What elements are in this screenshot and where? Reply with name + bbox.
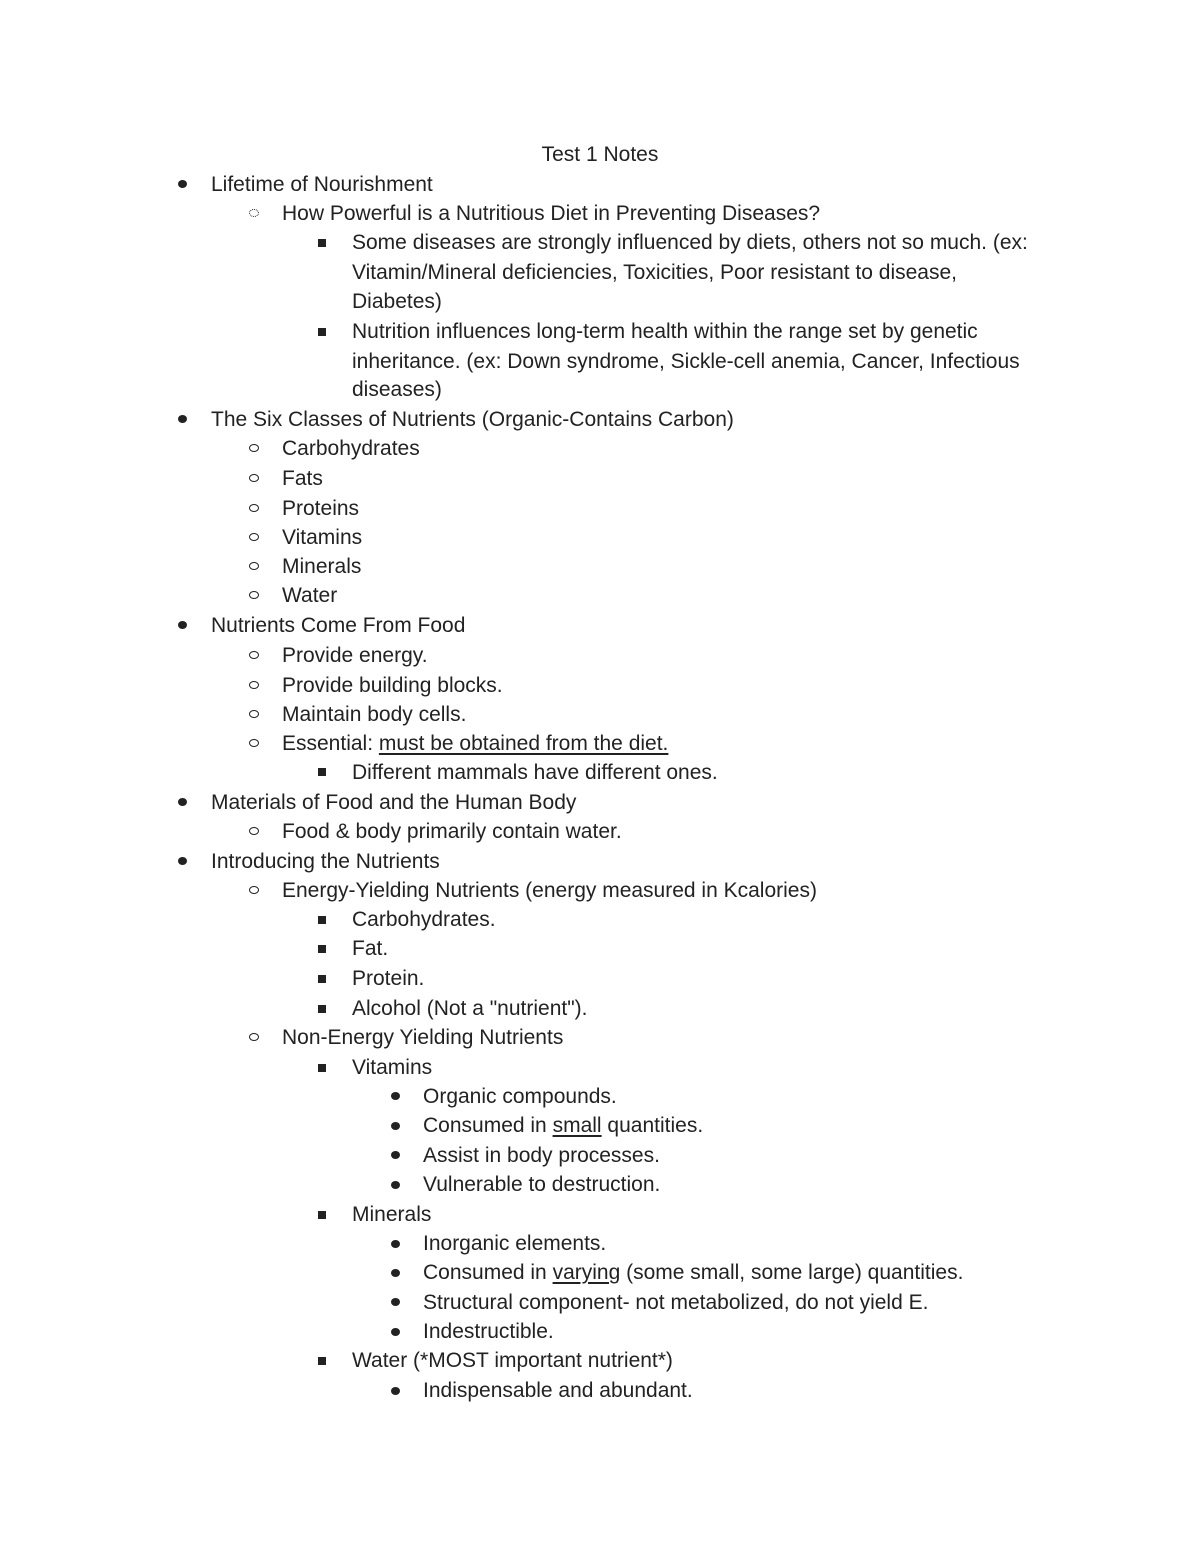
bullet-circle-icon [249, 827, 259, 835]
list-item-text: Vulnerable to destruction. [423, 1173, 661, 1196]
section-heading-six-classes: The Six Classes of Nutrients (Organic-Contains Carbon) [211, 408, 734, 431]
bullet-disc-icon [391, 1151, 400, 1159]
list-item-text: Structural component- not metabolized, do not yield E. [423, 1291, 929, 1314]
list-item-text: Indispensable and abundant. [423, 1379, 693, 1402]
bullet-square-icon [318, 1357, 326, 1365]
bullet-disc-icon [178, 415, 187, 423]
list-item: Proteins [282, 497, 360, 520]
bullet-square-icon [318, 768, 326, 776]
list-item-vitamins: Vitamins [352, 1056, 433, 1079]
text-segment: (some small, some large) quantities. [620, 1261, 964, 1284]
bullet-square-icon [318, 945, 326, 953]
essential-underlined-text: must be obtained from the diet. [378, 732, 669, 755]
list-item-text: Some diseases are strongly influenced by diets, others not so much. (ex: [352, 231, 1028, 254]
list-item: Fats [282, 467, 323, 490]
bullet-circle-icon [249, 739, 259, 747]
bullet-circle-icon [249, 474, 259, 482]
list-item: Minerals [282, 555, 362, 578]
list-item-text: Organic compounds. [423, 1085, 617, 1108]
bullet-circle-icon [249, 710, 259, 718]
bullet-circle-icon [249, 504, 259, 512]
bullet-square-icon [318, 1211, 326, 1219]
bullet-disc-icon [391, 1240, 400, 1248]
underlined-word-varying: varying [552, 1261, 621, 1284]
list-item-water: Water (*MOST important nutrient*) [352, 1349, 673, 1372]
list-item: Vitamins [282, 526, 363, 549]
list-item-text: Diabetes) [352, 290, 442, 313]
text-segment: Consumed in [423, 1261, 553, 1284]
bullet-circle-icon [249, 209, 259, 217]
bullet-square-icon [318, 1005, 326, 1013]
bullet-circle-icon [249, 591, 259, 599]
bullet-circle-icon [249, 533, 259, 541]
list-item-text: diseases) [352, 378, 442, 401]
underlined-word-small: small [552, 1114, 602, 1137]
list-item-text [423, 1258, 963, 1287]
bullet-disc-icon [391, 1181, 400, 1189]
list-item-question: How Powerful is a Nutritious Diet in Preventing Diseases? [282, 202, 821, 225]
bullet-disc-icon [178, 180, 187, 188]
list-item-text: Protein. [352, 967, 425, 990]
essential-label: Essential: [282, 732, 379, 755]
list-item-text: Carbohydrates. [352, 908, 496, 931]
list-item-text: Fat. [352, 937, 389, 960]
bullet-circle-icon [249, 651, 259, 659]
list-item-text: Assist in body processes. [423, 1144, 660, 1167]
bullet-square-icon [318, 328, 326, 336]
bullet-disc-icon [391, 1269, 400, 1277]
list-item-minerals: Minerals [352, 1203, 432, 1226]
list-item: Provide building blocks. [282, 674, 503, 697]
list-item-non-energy: Non-Energy Yielding Nutrients [282, 1026, 564, 1049]
bullet-circle-icon [249, 562, 259, 570]
list-item-text: Vitamin/Mineral deficiencies, Toxicities, Poor resistant to disease, [352, 261, 958, 284]
section-heading-nutrients-food: Nutrients Come From Food [211, 614, 466, 637]
list-item: Carbohydrates [282, 437, 420, 460]
list-item-text: Nutrition influences long-term health within the range set by genetic [352, 320, 978, 343]
bullet-circle-icon [249, 444, 259, 452]
list-item: Food & body primarily contain water. [282, 820, 622, 843]
list-item-essential [282, 729, 668, 758]
list-item: Water [282, 584, 338, 607]
list-item-text [423, 1111, 703, 1140]
bullet-circle-icon [249, 681, 259, 689]
list-item-text: Different mammals have different ones. [352, 761, 718, 784]
list-item: Provide energy. [282, 644, 428, 667]
bullet-square-icon [318, 239, 326, 247]
bullet-disc-icon [178, 798, 187, 806]
text-segment: quantities. [601, 1114, 704, 1137]
bullet-disc-icon [391, 1328, 400, 1336]
bullet-square-icon [318, 1064, 326, 1072]
bullet-disc-icon [391, 1387, 400, 1395]
bullet-square-icon [318, 975, 326, 983]
list-item-energy-yielding: Energy-Yielding Nutrients (energy measured in Kcalories) [282, 879, 817, 902]
bullet-disc-icon [391, 1092, 400, 1100]
list-item-text: Inorganic elements. [423, 1232, 607, 1255]
section-heading-materials: Materials of Food and the Human Body [211, 791, 577, 814]
list-item: Maintain body cells. [282, 703, 467, 726]
section-heading-lifetime: Lifetime of Nourishment [211, 173, 433, 196]
text-segment: Consumed in [423, 1114, 553, 1137]
bullet-disc-icon [391, 1298, 400, 1306]
list-item-text: inheritance. (ex: Down syndrome, Sickle-cell anemia, Cancer, Infectious [352, 350, 1020, 373]
list-item-text: Indestructible. [423, 1320, 554, 1343]
bullet-circle-icon [249, 1033, 259, 1041]
bullet-square-icon [318, 916, 326, 924]
bullet-disc-icon [178, 621, 187, 629]
list-item-text: Alcohol (Not a "nutrient"). [352, 997, 588, 1020]
bullet-disc-icon [391, 1122, 400, 1130]
bullet-disc-icon [178, 857, 187, 865]
bullet-circle-icon [249, 886, 259, 894]
page-title: Test 1 Notes [541, 143, 659, 166]
section-heading-introducing: Introducing the Nutrients [211, 850, 440, 873]
